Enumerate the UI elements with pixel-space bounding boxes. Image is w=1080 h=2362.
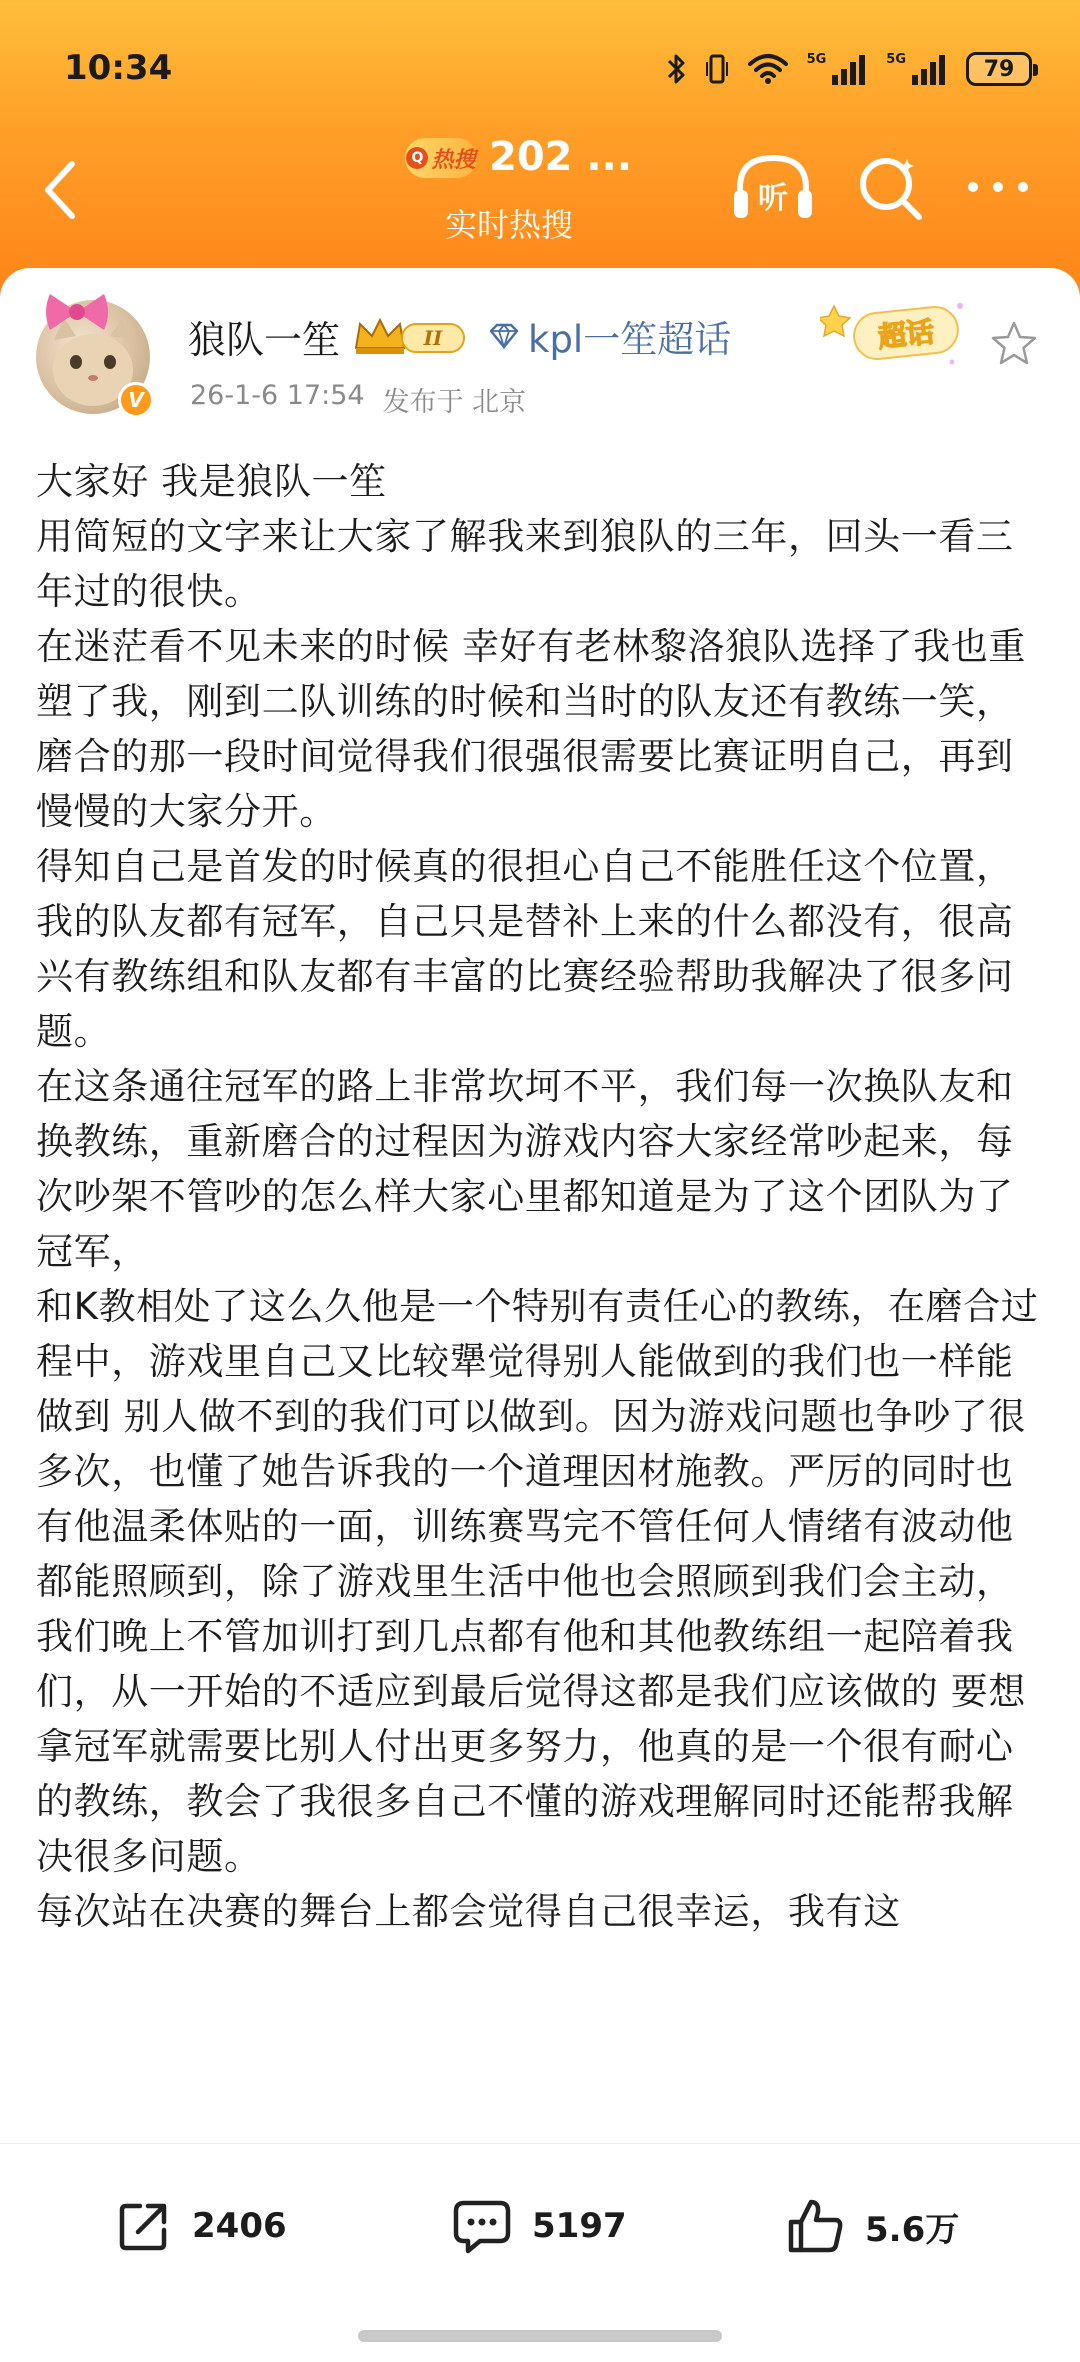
chaohua-sticker[interactable] bbox=[820, 292, 970, 372]
hot-badge-label: 热搜 bbox=[431, 147, 476, 173]
username[interactable]: 狼队一笙 bbox=[188, 317, 341, 362]
post-paragraph: 每次站在决赛的舞台上都会觉得自己很幸运，我有这 bbox=[36, 1890, 901, 1933]
back-icon[interactable] bbox=[30, 150, 90, 230]
comment-count: 5197 bbox=[532, 2206, 627, 2246]
crown-level-icon[interactable] bbox=[350, 314, 470, 358]
sticker-label: 超话 bbox=[876, 315, 936, 354]
signal-icon-1 bbox=[830, 53, 868, 85]
avatar[interactable] bbox=[36, 300, 160, 424]
battery-indicator: 79 bbox=[966, 52, 1032, 86]
page-subtitle: 实时热搜 bbox=[444, 206, 573, 244]
post-paragraph: 在迷茫看不见未来的时候 幸好有老林黎洛狼队选择了我也重塑了我，刚到二队训练的时候和当时的队友还有教练一笑，磨合的那一段时间觉得我们很强很需要比赛证明自己，再到慢慢的大家分开。 bbox=[36, 625, 1026, 833]
star-icon[interactable] bbox=[988, 318, 1040, 370]
home-indicator[interactable] bbox=[358, 2330, 722, 2342]
share-icon bbox=[116, 2198, 172, 2254]
post-paragraph: 得知自己是首发的时候真的很担心自己不能胜任这个位置，我的队友都有冠军，自己只是替补上来的什么都没有，很高兴有教练组和队友都有丰富的比赛经验帮助我解决了很多问题。 bbox=[36, 845, 1014, 1053]
action-bar bbox=[0, 2143, 1080, 2362]
bow-icon bbox=[42, 288, 112, 336]
signal-label-1: 5G bbox=[806, 51, 827, 67]
post-paragraph: 和K教相处了这么久他是一个特别有责任心的教练，在磨合过程中，游戏里自己又比较犟觉得别人能做到的我们也一样能做到 别人做不到的我们可以做到。因为游戏问题也争吵了很多次，也懂了她告诉我的一个道理因材施教。严厉的同时也有他温柔体贴的一面，训练赛骂完不管任何人情绪有波动他都能照顾到，除了游戏里生活中他也会照顾到我们会主动，我们晚上不管加训打到几点都有他和其他教练组一起陪着我们，从一开始的不适应到最后觉得这都是我们应该做的 要想拿冠军就需要比别人付出更多努力，他真的是一个很有耐心的教练，教会了我很多自己不懂的游戏理解同时还能帮我解决很多问题。 bbox=[36, 1285, 1039, 1878]
post-content bbox=[36, 454, 1046, 1939]
like-button[interactable] bbox=[785, 2186, 959, 2266]
vibrate-icon bbox=[705, 52, 729, 86]
comment-button[interactable] bbox=[452, 2186, 627, 2266]
bluetooth-icon bbox=[665, 52, 687, 86]
post-location: 发布于 北京 bbox=[382, 387, 527, 418]
share-count: 2406 bbox=[192, 2206, 287, 2246]
search-mini-icon: Q bbox=[406, 147, 428, 169]
wifi-icon bbox=[747, 53, 789, 85]
level-badge-label: II bbox=[423, 326, 443, 350]
post-paragraph: 大家好 我是狼队一笙 bbox=[36, 460, 387, 503]
listen-label: 听 bbox=[758, 181, 788, 216]
post-date: 26-1-6 17:54 bbox=[190, 380, 365, 411]
share-button[interactable] bbox=[116, 2186, 287, 2266]
signal-icon-2 bbox=[910, 53, 948, 85]
hot-search-title[interactable] bbox=[405, 134, 695, 258]
header bbox=[0, 0, 1080, 300]
diamond-icon bbox=[488, 322, 520, 350]
status-bar bbox=[0, 0, 1080, 140]
hot-search-badge bbox=[405, 138, 477, 178]
comment-icon bbox=[452, 2197, 512, 2255]
signal-label-2: 5G bbox=[886, 51, 906, 67]
more-icon[interactable] bbox=[963, 172, 1033, 202]
page-title: 202 ... bbox=[489, 134, 633, 180]
user-line bbox=[188, 308, 731, 364]
listen-icon[interactable] bbox=[730, 150, 816, 226]
post-meta bbox=[190, 380, 526, 419]
post-card bbox=[0, 268, 1080, 2143]
chaohua-label: kpl一笙超话 bbox=[528, 318, 732, 361]
verified-badge: V bbox=[118, 382, 154, 418]
post-paragraph: 在这条通往冠军的路上非常坎坷不平，我们每一次换队友和换教练，重新磨合的过程因为游戏内容大家经常吵起来，每次吵架不管吵的怎么样大家心里都知道是为了这个团队为了冠军， bbox=[36, 1065, 1014, 1273]
like-icon bbox=[785, 2196, 845, 2256]
status-time: 10:34 bbox=[64, 48, 173, 88]
search-icon[interactable] bbox=[855, 153, 925, 223]
chaohua-link[interactable] bbox=[488, 309, 731, 363]
like-count: 5.6万 bbox=[865, 2209, 960, 2250]
post-paragraph: 用简短的文字来让大家了解我来到狼队的三年，回头一看三年过的很快。 bbox=[36, 515, 1014, 613]
status-icons bbox=[665, 52, 1032, 86]
